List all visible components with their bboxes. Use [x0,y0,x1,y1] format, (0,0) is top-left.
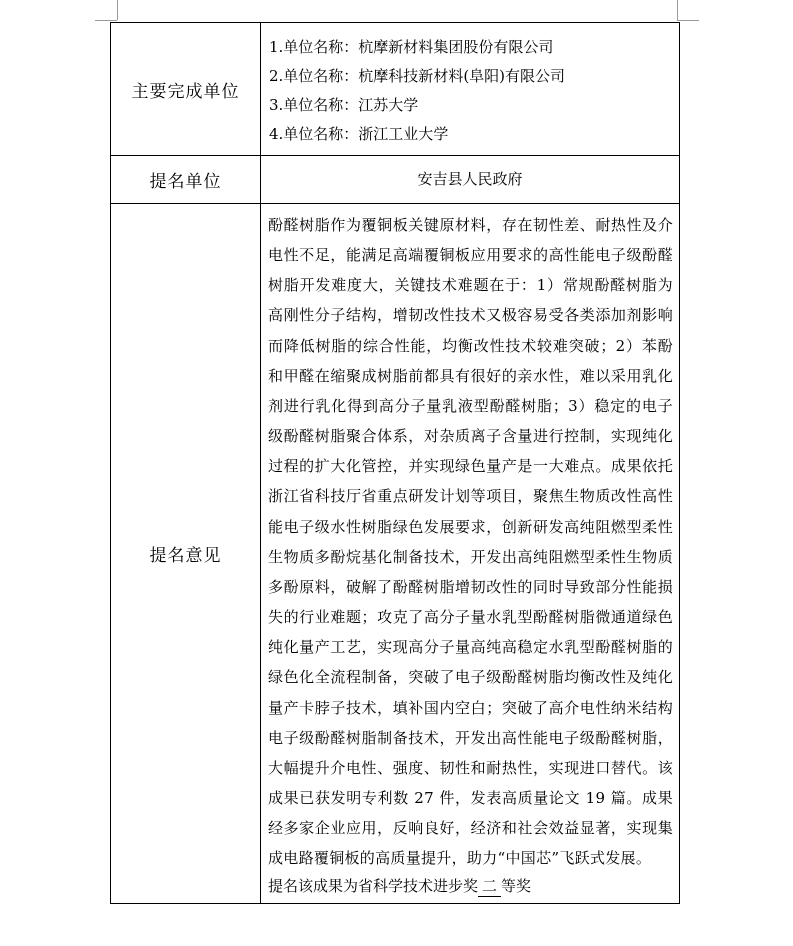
nomination-opinion-cell [261,204,680,904]
completion-units-cell [261,23,680,156]
crop-mark-top-left-vertical [117,0,118,20]
crop-mark-top-left-horizontal [95,20,117,21]
completion-units-row [111,23,680,156]
crop-mark-top-right-vertical [677,0,678,20]
award-grade-blank: 二 [478,876,501,897]
units-list [261,23,679,155]
nominating-unit-label: 提名单位 [111,156,261,204]
nominating-unit-value: 安吉县人民政府 [417,170,523,188]
nomination-opinion-row [111,204,680,904]
unit-item-2: 2.单位名称：杭摩科技新材料(阜阳)有限公司 [269,67,566,85]
opinion-body [261,204,679,903]
nomination-form-table [110,22,680,904]
nomination-opinion-label: 提名意见 [111,204,261,904]
completion-units-label: 主要完成单位 [111,23,261,156]
nominating-unit-row [111,156,680,204]
award-recommendation [268,873,673,899]
nominating-unit-cell [261,156,680,204]
opinion-paragraph: 酚醛树脂作为覆铜板关键原材料，存在韧性差、耐热性及介电性不足，能满足高端覆铜板应用要求的高性能电子级酚醛树脂开发难度大，关键技术难题在于：1）常规酚醛树脂为高刚性分子结构，增韧改性技术又极容易受各类添加剂影响而降低树脂的综合性能，均衡改性技术较难突破；2）苯酚和甲醛在缩聚成树脂前都具有很好的亲水性，难以采用乳化剂进行乳化得到高分子量乳液型酚醛树脂；3）稳定的电子级酚醛树脂聚合体系，对杂质离子含量进行控制，实现纯化过程的扩大化管控，并实现绿色量产是一大难点。成果依托浙江省科技厅省重点研发计划等项目，聚焦生物质改性高性能电子级水性树脂绿色发展要求，创新研发高纯阻燃型柔性生物质多酚烷基化制备技术，开发出高纯阻燃型柔性生物质多酚原料，破解了酚醛树脂增韧改性的同时导致部分性能损失的行业难题；攻克了高分子量水乳型酚醛树脂微通道绿色纯化量产工艺，实现高分子量高纯高稳定水乳型酚醛树脂的绿色化全流程制备，突破了电子级酚醛树脂均衡改性及纯化量产卡脖子技术，填补国内空白；突破了高介电性纳米结构电子级酚醛树脂制备技术，开发出高性能电子级酚醛树脂，大幅提升介电性、强度、韧性和耐热性，实现进口替代。该成果已获发明专利数 27 件，发表高质量论文 19 篇。成果经多家企业应用，反响良好，经济和社会效益显著，实现集成电路覆铜板的高质量提升，助力“中国芯”飞跃式发展。 [268,216,673,868]
unit-item-1: 1.单位名称：杭摩新材料集团股份有限公司 [269,38,554,56]
recommendation-suffix: 等奖 [501,877,532,896]
recommendation-prefix: 提名该成果为省科学技术进步奖 [268,877,479,896]
crop-mark-top-right-horizontal [677,20,699,21]
unit-item-3: 3.单位名称：江苏大学 [269,96,419,114]
unit-item-4: 4.单位名称：浙江工业大学 [269,125,449,143]
